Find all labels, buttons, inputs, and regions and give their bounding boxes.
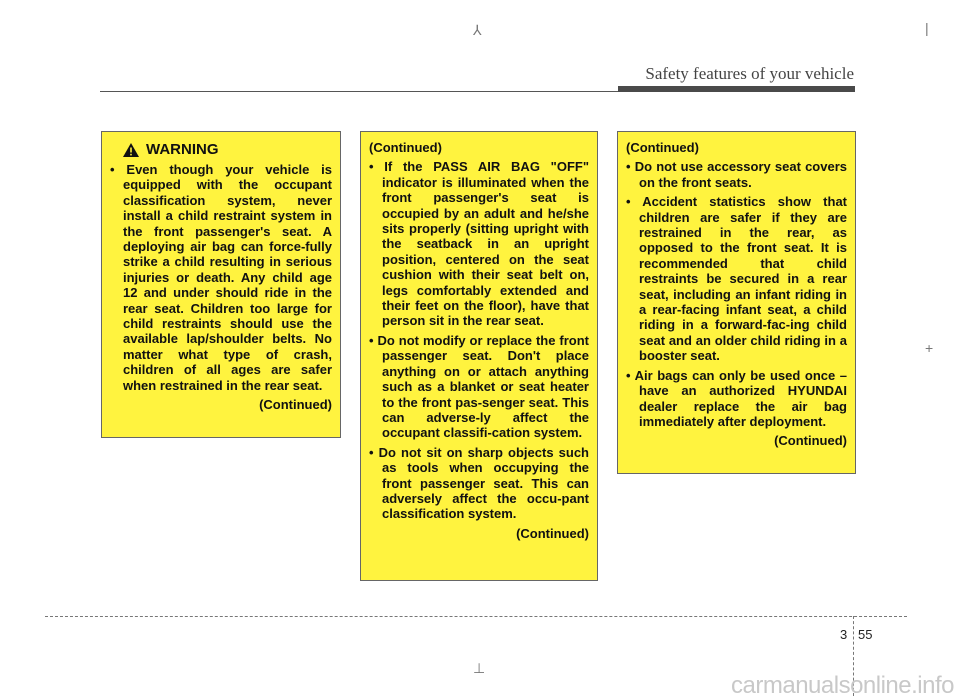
page-number: 55 [858,627,873,642]
warning-triangle-icon [122,142,140,158]
continued-label: (Continued) [774,433,847,449]
box-heading: (Continued) [626,140,699,155]
bullet-item: • Air bags can only be used once – have an authorized HYUNDAI dealer replace the air bag immediately after deployment. [626,367,847,429]
bullet-item: • Accident statistics show that children are safer if they are restrained in the rear, as opposed to the front seat. It is recommended that child restraints be secured in a rear seat, including an infant riding in a rear-facing infant seat, a child riding in a forward-fac-ing child seat and an older child riding in a booster seat. [626,194,848,364]
crop-mark-bottom: ⊥ [473,660,486,676]
crop-mark-top: ⅄ [473,22,482,38]
crop-mark-top-right: | [925,20,929,36]
header-rule-thick [618,86,855,92]
bullet-item: • Even though your vehicle is equipped with the occupant classification system, never install a child restraint system in the front passenger's seat. A deploying air bag can force-fully strike a child resulting in serious injuries or death. Any child age 12 and under should ride in the rear seat. Children too large for child restraints should use the available lap/shoulder belts. No matter what type of crash, children of all ages are safer when restrained in the rear seat. [110,162,332,393]
bullet-item: • Do not sit on sharp objects such as tools when occupying the front passenger seat. This can adversely affect the occu-pant classification system. [369,444,589,522]
bullet-item: • Do not use accessory seat covers on the front seats. [626,159,847,190]
chapter-number: 3 [840,627,848,642]
bullet-item: • If the PASS AIR BAG "OFF" indicator is illuminated when the front passenger's seat is occupied by an adult and he/she sits properly (sitting upright with the seatback in an upright position, centered on the seat cushion with their seat belt on, legs comfortably extended and their feet on the floor), have that person sit in the rear seat. [369,159,589,329]
continued-box-2 [360,131,598,581]
continued-label: (Continued) [516,525,589,541]
warning-label: WARNING [146,141,219,159]
continued-label: (Continued) [259,397,332,413]
box-heading: (Continued) [369,140,442,155]
header-rule [100,91,618,92]
warning-box [101,131,341,438]
crop-mark-right: + [925,340,934,356]
footer-rule [45,616,907,617]
section-title: Safety features of your vehicle [645,64,854,83]
continued-box-3 [617,131,856,474]
watermark: carmanualsonline.info [731,672,954,699]
warning-header [122,142,332,158]
bullet-item: • Do not modify or replace the front passenger seat. Don't place anything on or attach anything such as a blanket or seat heater to the front pas-senger seat. This can adverse-ly affect the occupant classifi-cation system. [369,332,589,441]
